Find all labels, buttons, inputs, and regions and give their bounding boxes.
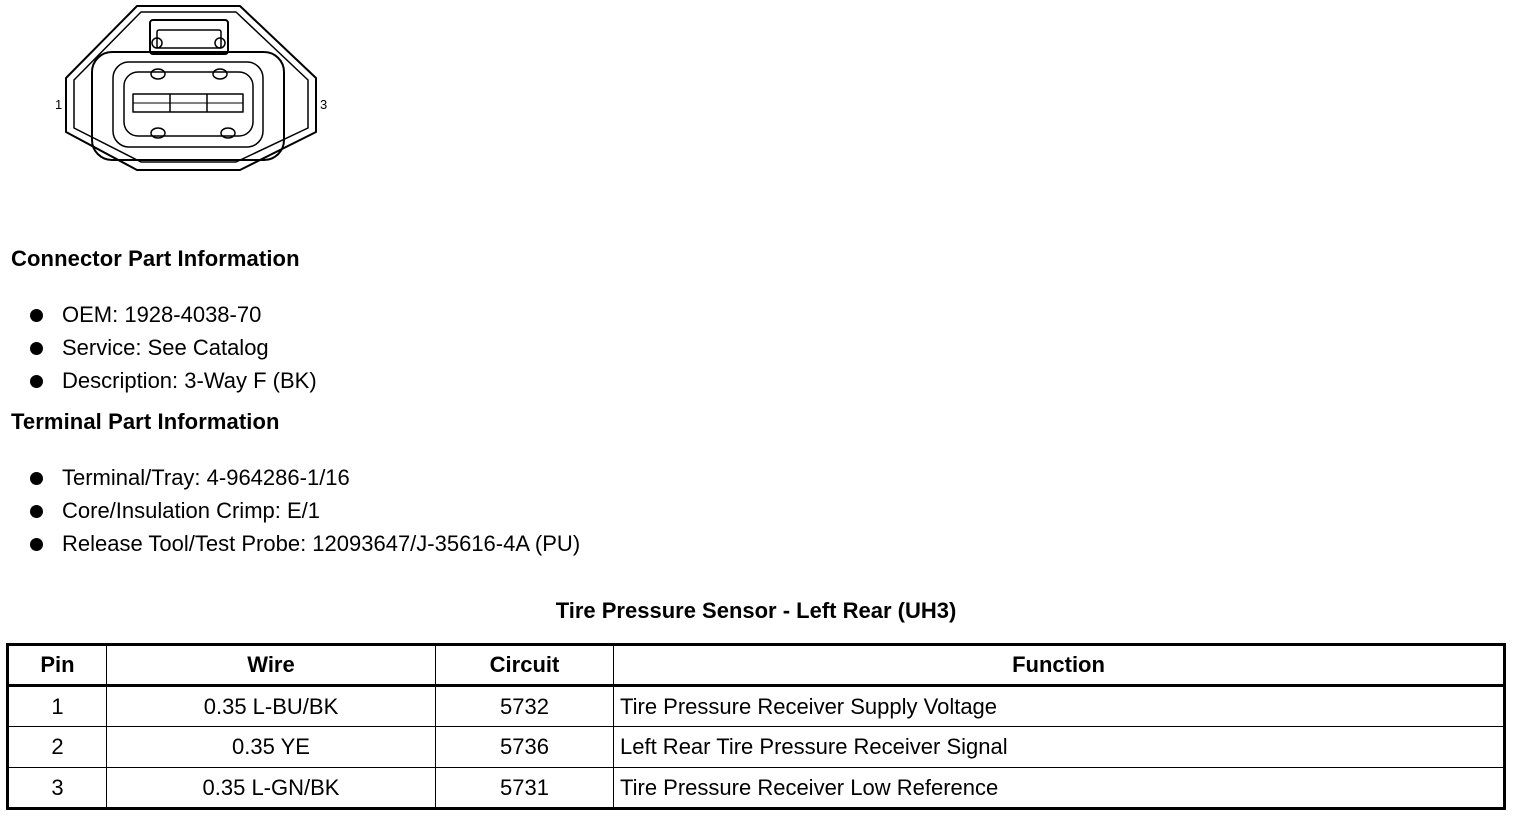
bullet-icon <box>30 342 43 355</box>
connector-part-list <box>28 298 317 397</box>
list-item <box>28 364 317 397</box>
pin-label-1: 1 <box>55 97 63 112</box>
terminal-tray-text: Terminal/Tray: 4-964286-1/16 <box>62 465 350 490</box>
bullet-icon <box>30 538 43 551</box>
pin-table <box>6 643 1506 810</box>
cell-circuit: 5731 <box>436 768 614 809</box>
terminal-part-heading: Terminal Part Information <box>11 409 280 434</box>
connector-key-top-left <box>151 69 165 79</box>
header-wire: Wire <box>107 645 436 686</box>
list-item <box>28 331 317 364</box>
list-item <box>28 494 580 527</box>
cell-wire: 0.35 L-BU/BK <box>107 686 436 727</box>
connector-body <box>92 52 284 160</box>
pin-label-3: 3 <box>320 97 328 112</box>
connector-key-top-right <box>213 69 227 79</box>
connector-cavity-area <box>124 72 253 136</box>
connector-latch <box>150 20 228 54</box>
table-row <box>8 727 1505 768</box>
cell-pin: 1 <box>8 686 107 727</box>
service-text: Service: See Catalog <box>62 335 269 360</box>
header-circuit: Circuit <box>436 645 614 686</box>
bullet-icon <box>30 505 43 518</box>
bullet-icon <box>30 309 43 322</box>
cell-wire: 0.35 YE <box>107 727 436 768</box>
cell-function: Tire Pressure Receiver Supply Voltage <box>614 686 1505 727</box>
release-tool-text: Release Tool/Test Probe: 12093647/J-35616-4A (PU) <box>62 531 581 556</box>
crimp-text: Core/Insulation Crimp: E/1 <box>62 498 320 523</box>
cell-pin: 3 <box>8 768 107 809</box>
terminal-part-list <box>28 461 580 560</box>
cell-circuit: 5736 <box>436 727 614 768</box>
connector-part-heading: Connector Part Information <box>11 246 300 271</box>
table-title: Tire Pressure Sensor - Left Rear (UH3) <box>555 598 957 623</box>
connector-mating-face <box>113 62 263 147</box>
oem-text: OEM: 1928-4038-70 <box>62 302 262 327</box>
list-item <box>28 527 580 560</box>
header-function: Function <box>614 645 1505 686</box>
cell-pin: 2 <box>8 727 107 768</box>
connector-latch-pin-right <box>215 38 225 48</box>
connector-face-diagram <box>40 0 340 180</box>
list-item <box>28 298 317 331</box>
cell-function: Tire Pressure Receiver Low Reference <box>614 768 1505 809</box>
description-text: Description: 3-Way F (BK) <box>62 368 317 393</box>
table-row <box>8 768 1505 809</box>
list-item <box>28 461 580 494</box>
bullet-icon <box>30 375 43 388</box>
cell-wire: 0.35 L-GN/BK <box>107 768 436 809</box>
cell-function: Left Rear Tire Pressure Receiver Signal <box>614 727 1505 768</box>
table-header-row <box>8 645 1505 686</box>
connector-latch-inner <box>157 30 221 48</box>
bullet-icon <box>30 472 43 485</box>
table-row <box>8 686 1505 727</box>
cell-circuit: 5732 <box>436 686 614 727</box>
header-pin: Pin <box>8 645 107 686</box>
